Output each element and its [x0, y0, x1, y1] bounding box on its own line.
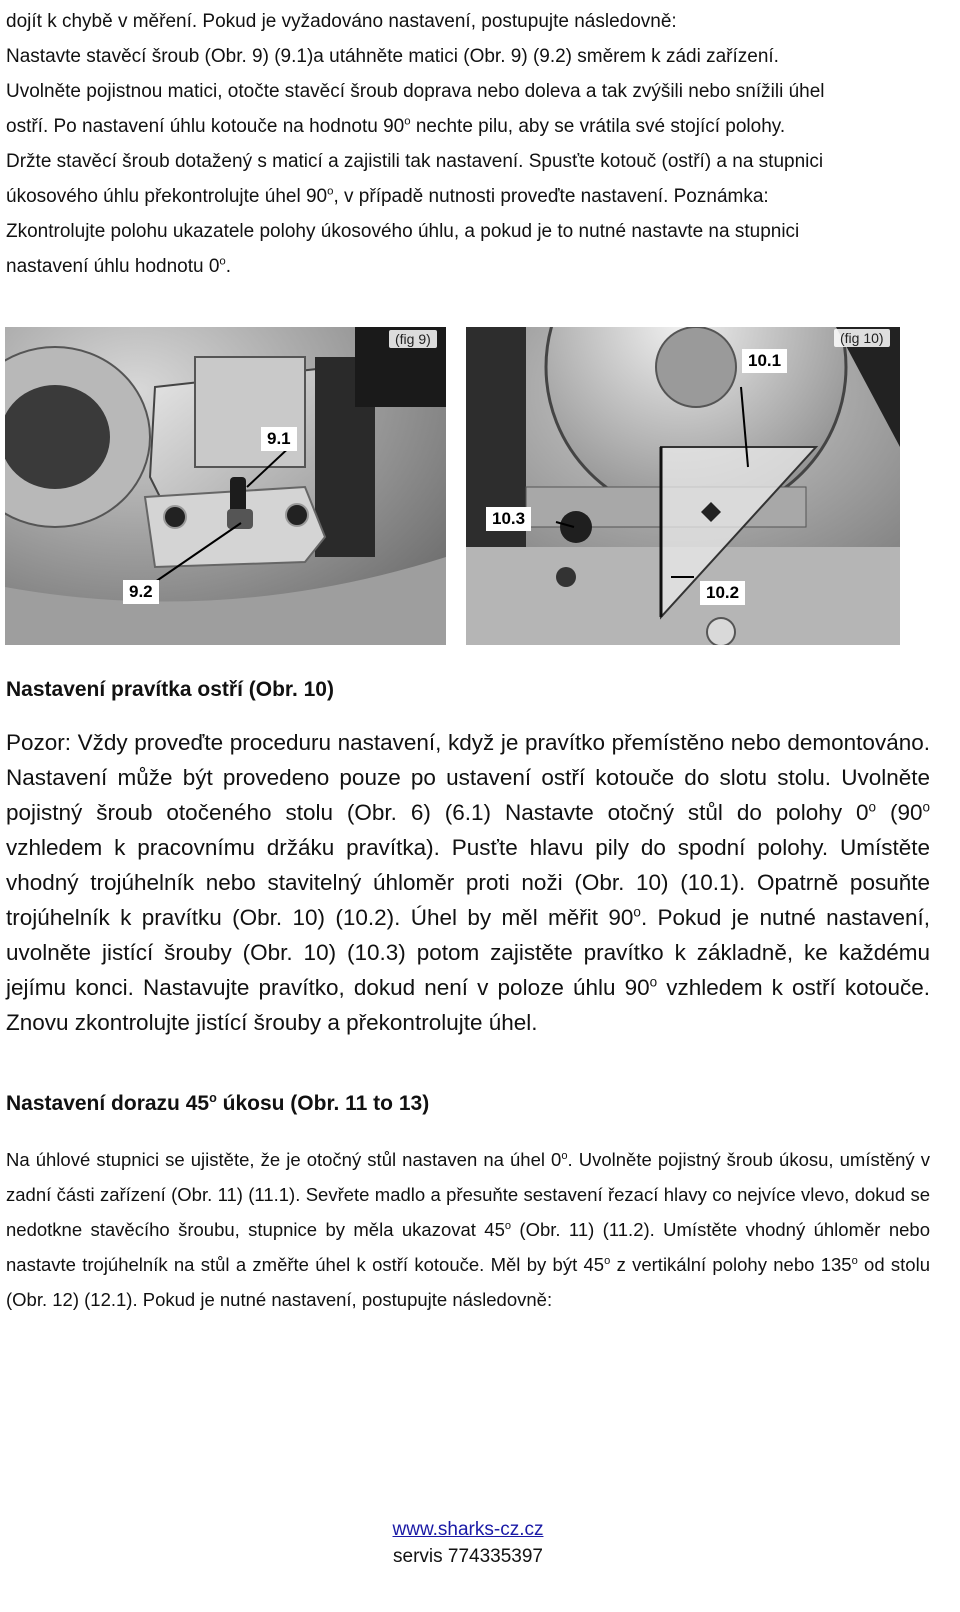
callout-10-3: 10.3	[486, 507, 531, 531]
figure-9-photo	[5, 327, 446, 645]
footer-website-link[interactable]: www.sharks-cz.cz	[392, 1519, 544, 1540]
intro-line-1: dojít k chybě v měření. Pokud je vyžadováno nastavení, postupujte následovně:	[6, 11, 677, 32]
figure-9-tag: (fig 9)	[389, 330, 437, 348]
figure-10-photo	[466, 327, 900, 645]
figure-9-illustration	[5, 327, 446, 645]
intro-line-2: Nastavte stavěcí šroub (Obr. 9) (9.1)a utáhněte matici (Obr. 9) (9.2) směrem k zádi zařízení.	[6, 46, 779, 67]
section-bevel-body: Na úhlové stupnici se ujistěte, že je otočný stůl nastaven na úhel 0$^o$. Uvolněte pojistný šroub úkosu, umístěný v zadní části zařízení (Obr. 11) (11.1). Sevřete madlo a přesuňte sestavení řezací hlavy co nejvíce vlevo, dokud se nedotkne stavěcího šroubu, stupnice by měla ukazovat 45$^o$ (Obr. 11) (11.2). Umístěte vhodný úhloměr nebo nastavte trojúhelník na stůl a změřte úhel k ostří kotouče. Měl by být 45$^o$ z vertikální polohy nebo 135$^o$ od stolu (Obr. 12) (12.1). Pokud je nutné nastavení, postupujte následovně:	[6, 1149, 931, 1310]
intro-line-4: ostří. Po nastavení úhlu kotouče na hodnotu 90$^o$ nechte pilu, aby se vrátila své stojící polohy.	[6, 115, 786, 137]
intro-paragraph	[6, 4, 930, 284]
section-bevel-heading: Nastavení dorazu 45$^o$ úkosu (Obr. 11 to 13)	[6, 1091, 430, 1115]
intro-line-6: úkosového úhlu překontrolujte úhel 90$^o$, v případě nutnosti proveďte nastavení. Poznámka:	[6, 185, 769, 207]
section-ruler-body: Pozor: Vždy proveďte proceduru nastavení, když je pravítko přemístěno nebo demontováno. Nastavení může být provedeno pouze po ustavení ostří kotouče do slotu stolu. Uvolněte pojistný šroub otočeného stolu (Obr. 6) (6.1) Nastavte otočný stůl do polohy 0$^o$ (90$^o$ vzhledem k pracovnímu držáku pravítka). Pusťte hlavu pily do spodní polohy. Umístěte vhodný trojúhelník nebo stavitelný úhloměr proti noži (Obr. 10) (10.1). Opatrně posuňte trojúhelník k pravítku (Obr. 10) (10.2). Úhel by měl měřit 90$^o$. Pokud je nutné nastavení, uvolněte jistící šrouby (Obr. 10) (10.3) potom zajistěte pravítko k základně, ke každému jejímu konci. Nastavujte pravítko, dokud není v poloze úhlu 90$^o$ vzhledem k ostří kotouče. Znovu zkontrolujte jistící šrouby a překontrolujte úhel.	[6, 730, 930, 1035]
intro-line-7: Zkontrolujte polohu ukazatele polohy úkosového úhlu, a pokud je to nutné nastavte na stupnici	[6, 221, 800, 242]
intro-line-8: nastavení úhlu hodnotu 0$^o$.	[6, 255, 232, 277]
callout-9-2: 9.2	[123, 580, 159, 604]
intro-line-5: Držte stavěcí šroub dotažený s maticí a zajistili tak nastavení. Spusťte kotouč (ostří) a na stupnici	[6, 151, 824, 172]
section-ruler-heading: Nastavení pravítka ostří (Obr. 10)	[6, 678, 334, 701]
callout-10-2: 10.2	[700, 581, 745, 605]
footer-service-phone: servis 774335397	[393, 1546, 543, 1567]
figure-10-illustration	[466, 327, 900, 645]
callout-9-1: 9.1	[261, 427, 297, 451]
intro-line-3: Uvolněte pojistnou matici, otočte stavěcí šroub doprava nebo doleva a tak zvýšili nebo snížili úhel	[6, 81, 825, 102]
figure-10-tag: (fig 10)	[834, 329, 890, 347]
callout-10-1: 10.1	[742, 349, 787, 373]
